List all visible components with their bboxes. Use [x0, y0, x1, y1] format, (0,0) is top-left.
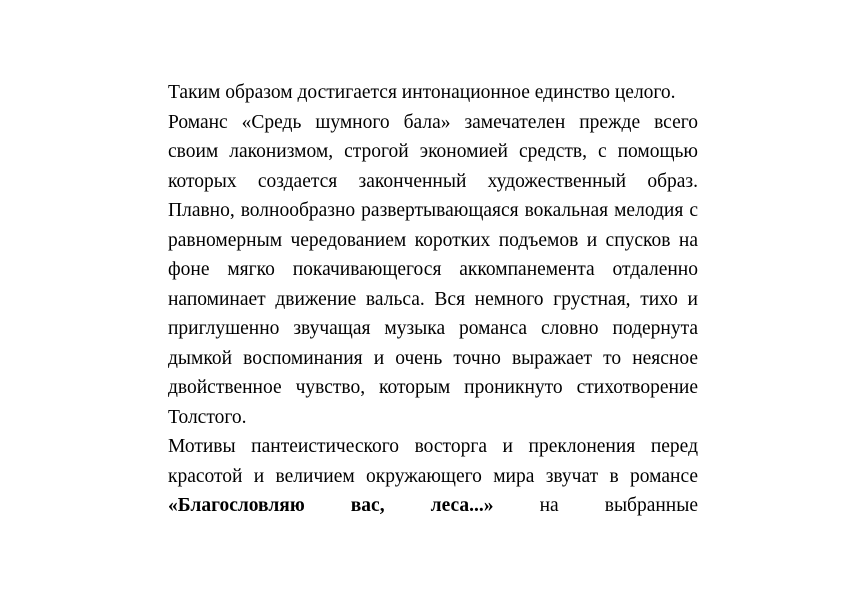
paragraph-1: Таким образом достигается интонационное единство целого. [168, 82, 676, 103]
paragraph-2: Романс «Средь шумного бала» замечателен прежде всего своим лаконизмом, строгой экономией средств, с помощью которых создается законченный художественный образ. Плавно, волнообразно развертывающаяся вокальная мелодия с равномерным чередованием коротких подъемов и спусков на фоне мягко покачивающегося аккомпанемента отдаленно напоминает движение вальса. Вся немного грустная, тихо и приглушенно звучащая музыка романса словно подернута дымкой воспоминания и очень точно выражает то неясное двойственное чувство, которым проникнуто стихотворение Толстого. [168, 111, 698, 428]
paragraph-3-lead: Мотивы пантеистического восторга и преклонения перед красотой и величием окружающего мира звучат в романсе [168, 436, 698, 487]
text-column [168, 78, 698, 550]
paragraph-3 [168, 432, 698, 550]
paragraph-3-tail: на выбранные [493, 495, 698, 516]
paragraph-3-emphasis: «Благословляю вас, леса...» [168, 495, 494, 516]
